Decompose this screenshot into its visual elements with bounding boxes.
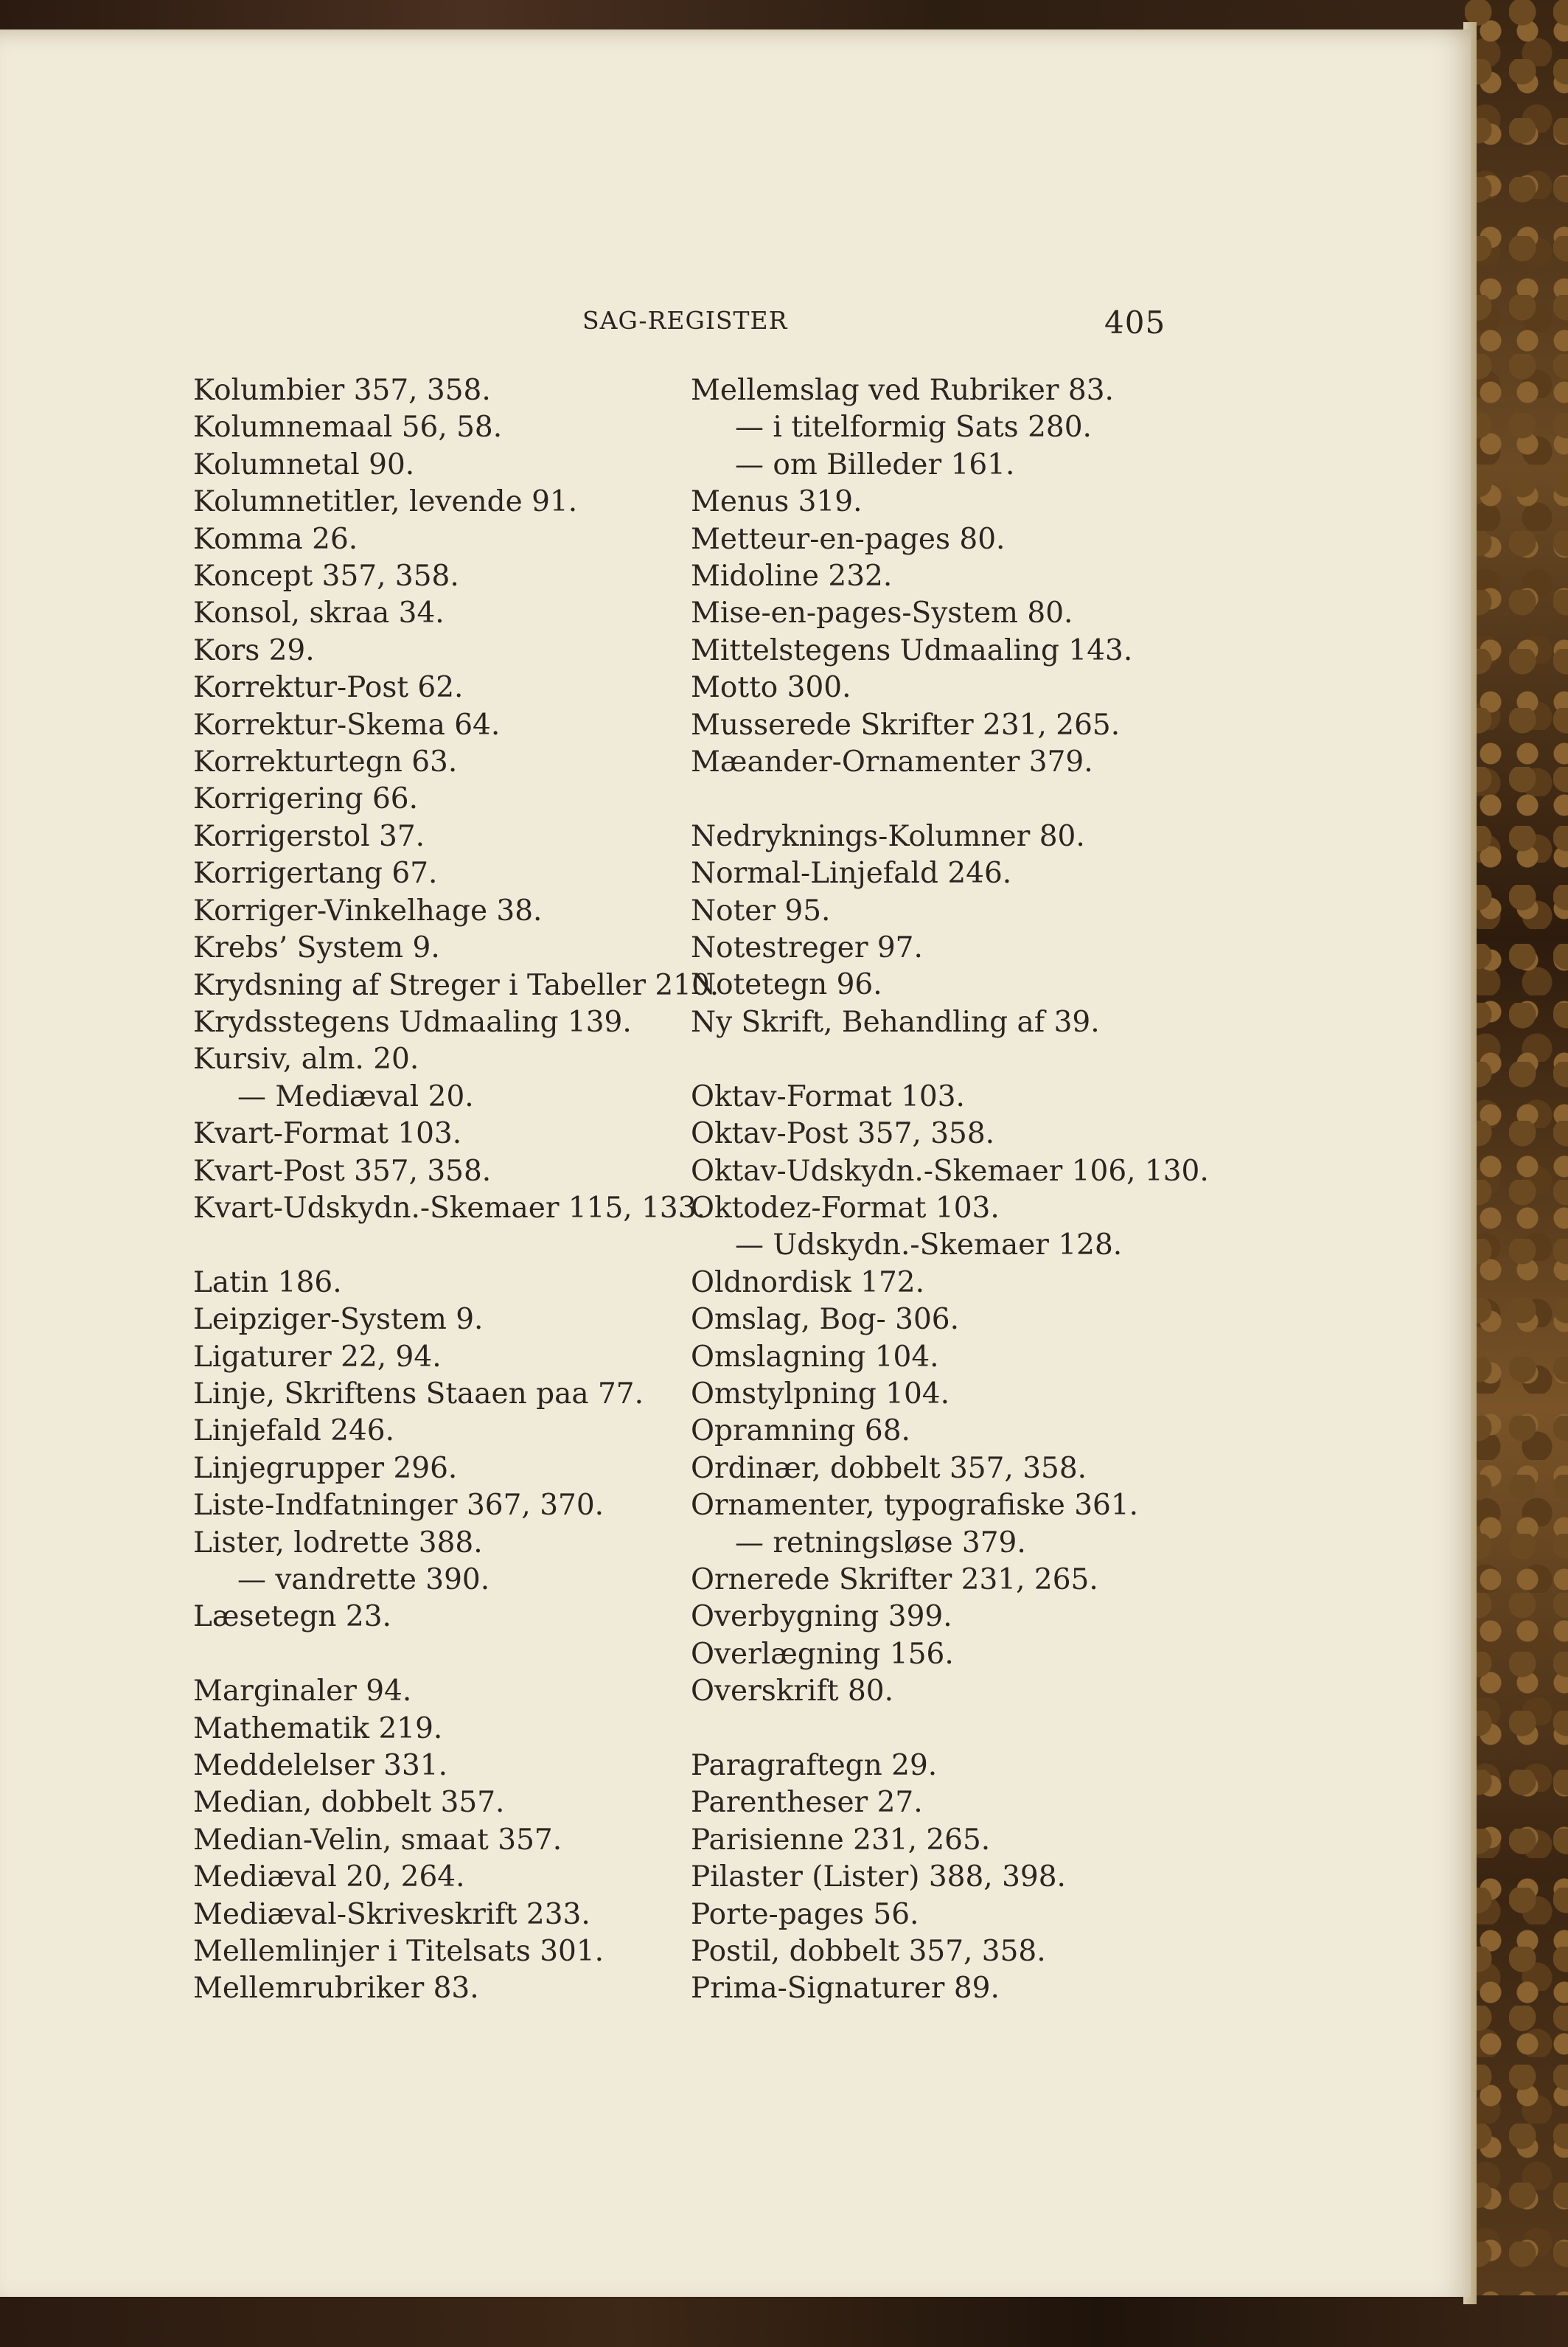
index-entry: Kolumnetal 90. <box>193 448 415 481</box>
index-subentry: — i titelformig Sats 280. <box>735 411 1092 445</box>
index-column-left <box>193 372 719 2008</box>
index-entry: Lister, lodrette 388. <box>193 1526 483 1560</box>
index-entry: Oktav-Format 103. <box>691 1079 965 1113</box>
index-entry: Notestreger 97. <box>691 931 923 965</box>
index-entry: Nedryknings-Kolumner 80. <box>691 819 1085 853</box>
index-entry: Linjegrupper 296. <box>193 1451 458 1485</box>
book-page <box>0 29 1471 2297</box>
index-entry: Noter 95. <box>691 894 831 928</box>
index-entry: Linjefald 246. <box>193 1414 395 1448</box>
index-entry: Kolumnetitler, levende 91. <box>193 485 578 519</box>
index-entry: Mæander-Ornamenter 379. <box>691 745 1093 779</box>
index-entry: Kolumnemaal 56, 58. <box>193 411 503 445</box>
index-entry: Menus 319. <box>691 485 863 519</box>
index-entry: Mise-en-pages-System 80. <box>691 597 1073 630</box>
index-subentry: — Udskydn.-Skemaer 128. <box>735 1228 1123 1262</box>
book-cover-right <box>1465 0 1568 2347</box>
index-entry: Korrigertang 67. <box>193 857 438 891</box>
index-entry: Mediæval-Skriveskrift 233. <box>193 1897 590 1931</box>
index-entry: Ligaturer 22, 94. <box>193 1340 442 1374</box>
index-entry: Overbygning 399. <box>691 1600 952 1634</box>
index-entry: Kvart-Post 357, 358. <box>193 1154 492 1188</box>
index-entry: Omslagning 104. <box>691 1340 939 1374</box>
page-number: 405 <box>1104 305 1166 341</box>
index-entry: Paragraftegn 29. <box>691 1748 938 1782</box>
index-entry: Krydsning af Streger i Tabeller 210. <box>193 968 719 1002</box>
index-entry: Parentheser 27. <box>691 1786 923 1820</box>
index-entry: Mellemlinjer i Titelsats 301. <box>193 1935 604 1969</box>
index-subentry: — om Billeder 161. <box>735 448 1015 481</box>
index-entry: Korrigerstol 37. <box>193 819 425 853</box>
index-entry: Postil, dobbelt 357, 358. <box>691 1935 1046 1969</box>
index-entry: Oktodez-Format 103. <box>691 1191 1000 1225</box>
index-entry: Kors 29. <box>193 633 315 667</box>
index-entry: Latin 186. <box>193 1265 342 1299</box>
index-subentry: — retningsløse 379. <box>735 1526 1026 1560</box>
index-entry: Korrektur-Skema 64. <box>193 708 501 742</box>
index-entry: Leipziger-System 9. <box>193 1303 484 1337</box>
index-entry: Overlægning 156. <box>691 1637 954 1671</box>
group-gap <box>691 781 1177 818</box>
index-subentry: — vandrette 390. <box>237 1562 490 1596</box>
index-entry: Mathematik 219. <box>193 1711 443 1745</box>
index-entry: Korrigering 66. <box>193 782 418 816</box>
index-entry: Mittelstegens Udmaaling 143. <box>691 633 1133 667</box>
index-entry: Ordinær, dobbelt 357, 358. <box>691 1451 1087 1485</box>
index-entry: Korrektur-Post 62. <box>193 671 464 705</box>
index-entry: Median-Velin, smaat 357. <box>193 1823 562 1857</box>
group-gap <box>193 1227 680 1264</box>
index-entry: Notetegn 96. <box>691 968 882 1002</box>
index-entry: Linje, Skriftens Staaen paa 77. <box>193 1377 644 1411</box>
index-entry: Marginaler 94. <box>193 1675 412 1708</box>
index-entry: Krebs’ System 9. <box>193 931 440 965</box>
index-entry: Konsol, skraa 34. <box>193 597 445 630</box>
index-entry: Ny Skrift, Behandling af 39. <box>691 1005 1100 1039</box>
index-entry: Opramning 68. <box>691 1414 910 1448</box>
index-entry: Motto 300. <box>691 671 851 705</box>
index-entry: Ornerede Skrifter 231, 265. <box>691 1562 1098 1596</box>
index-subentry: — Mediæval 20. <box>237 1079 474 1113</box>
index-entry: Koncept 357, 358. <box>193 560 459 594</box>
index-entry: Oldnordisk 172. <box>691 1265 924 1299</box>
index-entry: Kvart-Format 103. <box>193 1117 462 1151</box>
index-entry: Median, dobbelt 357. <box>193 1786 505 1820</box>
index-entry: Omslag, Bog- 306. <box>691 1303 959 1337</box>
index-entry: Oktav-Post 357, 358. <box>691 1117 995 1151</box>
index-entry: Ornamenter, typografiske 361. <box>691 1489 1139 1523</box>
index-entry: Musserede Skrifter 231, 265. <box>691 708 1121 742</box>
index-entry: Overskrift 80. <box>691 1675 894 1708</box>
index-entry: Midoline 232. <box>691 560 893 594</box>
index-entry: Porte-pages 56. <box>691 1897 919 1931</box>
book-cover-bottom <box>0 2295 1568 2347</box>
group-gap <box>691 1041 1177 1078</box>
index-entry: Korriger-Vinkelhage 38. <box>193 894 543 928</box>
index-entry: Omstylpning 104. <box>691 1377 950 1411</box>
index-entry: Normal-Linjefald 246. <box>691 857 1012 891</box>
index-entry: Mellemrubriker 83. <box>193 1972 479 2006</box>
running-title: SAG-REGISTER <box>582 306 788 335</box>
index-entry: Kolumbier 357, 358. <box>193 374 491 407</box>
index-entry: Krydsstegens Udmaaling 139. <box>193 1005 632 1039</box>
index-entry: Læsetegn 23. <box>193 1600 391 1634</box>
index-entry: Liste-Indfatninger 367, 370. <box>193 1489 604 1523</box>
index-entry: Meddelelser 331. <box>193 1749 448 1782</box>
index-entry: Kvart-Udskydn.-Skemaer 115, 133. <box>193 1191 705 1225</box>
index-entry: Parisienne 231, 265. <box>691 1823 991 1857</box>
index-entry: Metteur-en-pages 80. <box>691 522 1006 556</box>
index-entry: Prima-Signaturer 89. <box>691 1972 1000 2006</box>
index-entry: Oktav-Udskydn.-Skemaer 106, 130. <box>691 1154 1209 1188</box>
index-entry: Komma 26. <box>193 522 358 556</box>
index-entry: Kursiv, alm. 20. <box>193 1043 419 1077</box>
index-column-right <box>691 372 1209 2008</box>
index-entry: Mellemslag ved Rubriker 83. <box>691 374 1114 407</box>
group-gap <box>691 1711 1177 1748</box>
index-entry: Pilaster (Lister) 388, 398. <box>691 1860 1066 1894</box>
group-gap <box>193 1636 680 1673</box>
index-entry: Mediæval 20, 264. <box>193 1860 465 1894</box>
index-entry: Korrekturtegn 63. <box>193 745 458 779</box>
